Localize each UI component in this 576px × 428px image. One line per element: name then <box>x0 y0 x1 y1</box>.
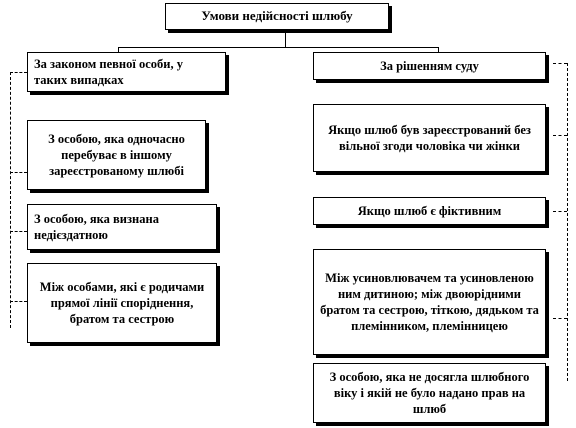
diagram-title <box>165 3 389 30</box>
left-bracket-tick-1 <box>10 72 27 73</box>
right-bracket-tick-2 <box>553 135 567 136</box>
connector-title-down <box>285 30 286 48</box>
left-bracket-line <box>10 72 11 328</box>
left-bracket-tick-3 <box>10 231 27 232</box>
left-item-2-text: З особою, яка визнана недієздатною <box>34 211 159 242</box>
left-item-3-text: Між особами, які є родичами прямої лінії споріднення, братом та сестрою <box>39 279 205 327</box>
left-bracket-tick-4 <box>10 301 27 302</box>
right-bracket-line <box>567 63 568 381</box>
right-bracket-tick-1 <box>553 63 567 64</box>
right-bracket-tick-4 <box>553 318 567 319</box>
right-bracket-tick-3 <box>553 211 567 212</box>
left-item-1-box <box>27 120 206 190</box>
right-item-1-text: Якщо шлюб був зареєстрований без вільної згоди чоловіка чи жінки <box>328 122 531 153</box>
left-item-1-text: З особою, яка одночасно перебуває в іншому зареєстрованому шлюбі <box>48 131 185 179</box>
right-item-4-text: З особою, яка не досягла шлюбного віку і якій не було надано прав на шлюб <box>329 369 530 417</box>
right-heading-text: За рішенням суду <box>380 58 479 73</box>
left-item-2-box <box>27 204 217 250</box>
right-item-4-box <box>313 363 546 423</box>
right-item-1-box <box>313 104 546 172</box>
left-item-3-box <box>27 263 217 343</box>
left-heading-text: За законом певної особи, у таких випадках <box>34 56 183 87</box>
right-heading-box <box>313 52 546 80</box>
left-heading-box <box>27 52 226 92</box>
left-bracket-tick-2 <box>10 172 27 173</box>
right-item-2-text: Якщо шлюб є фіктивним <box>357 203 502 218</box>
right-item-3-box <box>313 249 546 355</box>
right-item-3-text: Між усиновлювачем та усиновленою ним дитиною; між двоюрідними братом та сестрою, тіткою, дядьком та племінником, племінницею <box>320 270 539 334</box>
connector-horizontal <box>118 47 438 48</box>
right-item-2-box <box>313 197 546 225</box>
diagram-title-text: Умови недійсності шлюбу <box>201 8 353 24</box>
